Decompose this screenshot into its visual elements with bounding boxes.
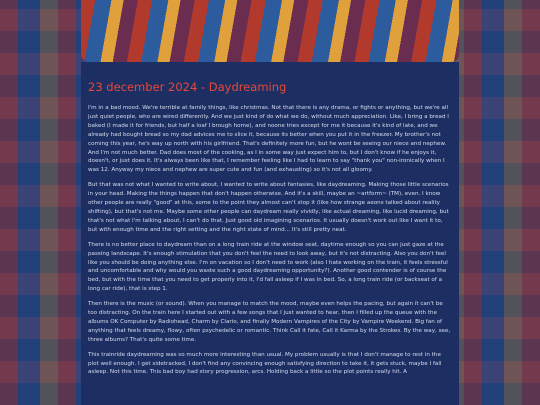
post-body xyxy=(88,104,452,377)
post-paragraph: I'm in a bad mood. We're terrible at family things, like christmas. Not that there is any drama, or fights or anything, but we're all just quiet people, who are wired differently. And we just kind of do what we do, without much appreciation. Like, I bring a bread I baked (I made it for friends, but half a loaf I brough home), and noone tries except for me it because it's kind of late, and we already had bought bread so my dad advices me to slice it, because its better when you put it in the freezer. My brother's not coming this year, he's way up north with his girlfriend. That's definitely more fun, but he wont be seeing our niece and nephew. And I'm not much better. Dad does most of the cooking, as I in some way just expect him to, but I don't know if he enjoys it, doesn't, or just does it. It's always been like that, I remember feeling like I had to learn to say "thank you" non-ironically when I was 12. Anyway my niece and nephew are super cute and fun (and exhausting) so it's not all gloomy. xyxy=(88,105,449,174)
post-paragraph: This trainride daydreaming was so much more interesting than usual. My problem usually is that I don't manage to rest in the plot well enough. I get sidetracked, I don't find any convincing enough satisfying direction to take it, it gets stuck, maybe I fall asleep. Not this time. This bad boy had story progression, arcs. Holding back a little so the plot points really hit. A xyxy=(88,351,442,376)
post-paragraph: Then there is the music (or sound). When you manage to match the mood, maybe even helps the pacing, but again it can't be too distracting. On the train here I started out with a few songs that I just wanted to hear, then I filled up the queue with the albums OK Computer by Radiohead, Charm by Clario, and finally Modern Vampires of the City by Vampire Weekend. Big fan of anything that feels dreamy, flowy, often psychedelic or romantic. Think Call it fate, Call it Karma by the Strokes. By the way, see, three albums? That's quite some time. xyxy=(88,301,451,343)
header-banner-image xyxy=(81,0,459,62)
post-paragraph: But that was not what I wanted to write about, I wanted to write about fantasies, like daydreaming. Making those little scenarios in your head. Making the things happen that don't happen otherwise. And it's a skill, maybe an ~artform~ (TM), even. I know other people are really "good" at this, some to the point they almost can't stop it (like how strange aeons talked about reality shifting), but that's not me. Maybe some other people can daydream really vividly, like actual dreaming, like lucid dreaming, but that's not what I'm talking about, I can't do that. Just good old imagining scenarios. It usually doesn't work out like I want it to, but with enough time and the right setting and the right state of mind... It's still pretty neat. xyxy=(88,182,449,233)
post-title: 23 december 2024 - Daydreaming xyxy=(88,80,287,94)
post-container xyxy=(81,62,459,405)
post-paragraph: There is no better place to daydream than on a long train ride at the window seat, daytime enough so you can just gaze at the passing landscape. It's enough stimulation that you don't feel the need to look away, but it's not distracting. Also you don't feel like you should be doing anything else. I'm on vacation so I don't need to work (also I hate working on the train, it feels stressful and uncomfortable and why would you waste such a good daydreaming opportunity?). Another good contender is of course the bed, but with the time that you need to get properly into it, I'd fall asleep if I was in bed. So, a long train ride (or backseat of a long car ride), that is step 1. xyxy=(88,241,448,293)
